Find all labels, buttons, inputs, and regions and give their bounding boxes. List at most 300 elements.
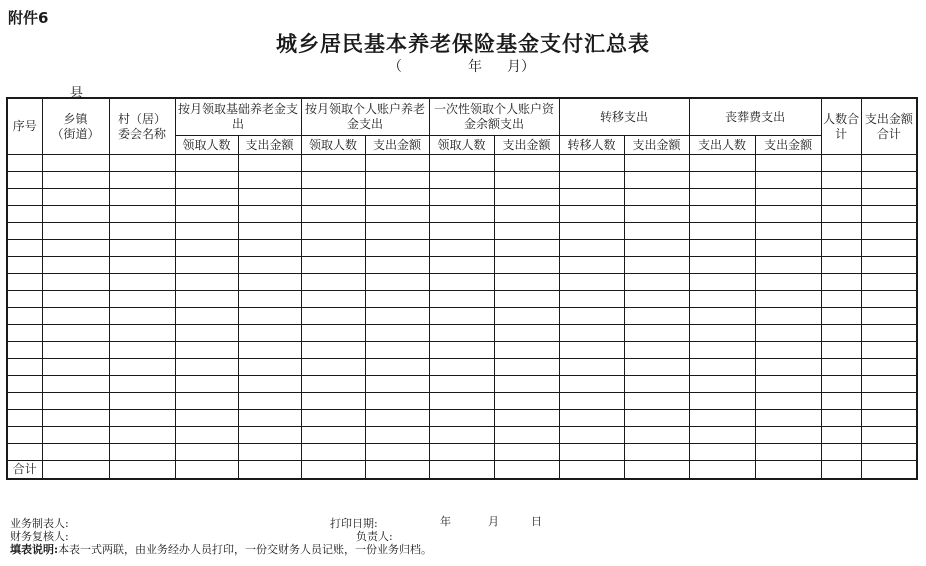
table-cell — [755, 240, 821, 257]
table-cell — [109, 444, 175, 461]
table-cell — [861, 257, 917, 274]
table-cell — [109, 189, 175, 206]
table-cell — [624, 155, 689, 172]
table-cell — [365, 444, 429, 461]
table-cell — [429, 410, 494, 427]
table-cell — [109, 359, 175, 376]
table-cell — [624, 410, 689, 427]
table-row — [7, 444, 917, 461]
table-cell — [429, 291, 494, 308]
table-cell — [624, 393, 689, 410]
table-cell — [238, 359, 301, 376]
table-cell — [365, 274, 429, 291]
table-cell — [689, 206, 755, 223]
table-cell — [365, 308, 429, 325]
table-cell — [238, 240, 301, 257]
table-cell — [7, 342, 42, 359]
table-row — [7, 206, 917, 223]
sub-header-count: 领取人数 — [429, 136, 494, 155]
table-cell — [559, 223, 624, 240]
table-cell — [42, 274, 109, 291]
table-cell — [624, 308, 689, 325]
period-year: 年 — [468, 59, 482, 75]
header-group-lump-sum: 一次性领取个人账户资金余额支出 — [429, 98, 559, 136]
sub-header-count: 支出人数 — [689, 136, 755, 155]
table-cell — [755, 376, 821, 393]
table-cell — [301, 223, 365, 240]
table-cell — [238, 274, 301, 291]
table-cell — [42, 223, 109, 240]
table-cell — [689, 240, 755, 257]
total-row — [7, 461, 917, 480]
table-cell — [7, 376, 42, 393]
table-cell — [175, 359, 238, 376]
table-cell — [175, 189, 238, 206]
table-cell — [689, 376, 755, 393]
table-cell — [109, 155, 175, 172]
table-cell — [821, 206, 861, 223]
table-cell — [175, 240, 238, 257]
table-cell — [429, 342, 494, 359]
table-cell — [755, 223, 821, 240]
total-label: 合计 — [7, 461, 42, 480]
table-cell — [755, 172, 821, 189]
table-cell — [755, 274, 821, 291]
table-cell — [755, 461, 821, 480]
table-cell — [861, 223, 917, 240]
table-cell — [821, 172, 861, 189]
table-cell — [7, 308, 42, 325]
table-cell — [429, 223, 494, 240]
table-row — [7, 410, 917, 427]
table-cell — [42, 461, 109, 480]
table-cell — [365, 206, 429, 223]
table-cell — [494, 325, 559, 342]
table-cell — [175, 172, 238, 189]
table-cell — [175, 393, 238, 410]
table-cell — [7, 427, 42, 444]
table-cell — [42, 359, 109, 376]
table-cell — [301, 274, 365, 291]
table-cell — [494, 308, 559, 325]
table-cell — [494, 172, 559, 189]
table-cell — [559, 172, 624, 189]
table-cell — [689, 155, 755, 172]
table-cell — [494, 342, 559, 359]
print-date-year: 年 — [440, 515, 451, 528]
table-cell — [821, 189, 861, 206]
table-row — [7, 155, 917, 172]
table-cell — [238, 172, 301, 189]
table-cell — [821, 291, 861, 308]
table-cell — [429, 155, 494, 172]
table-row — [7, 325, 917, 342]
sub-header-count: 领取人数 — [301, 136, 365, 155]
table-cell — [494, 223, 559, 240]
table-row — [7, 240, 917, 257]
table-cell — [559, 291, 624, 308]
table-cell — [559, 359, 624, 376]
table-cell — [238, 206, 301, 223]
print-date-label: 打印日期: — [330, 517, 378, 530]
table-cell — [301, 342, 365, 359]
table-cell — [365, 223, 429, 240]
period-open-paren: （ — [388, 59, 402, 75]
table-cell — [861, 325, 917, 342]
header-people-total: 人数合计 — [821, 98, 861, 155]
table-cell — [7, 325, 42, 342]
table-cell — [301, 257, 365, 274]
table-row — [7, 189, 917, 206]
header-amount-total: 支出金额合计 — [861, 98, 917, 155]
table-cell — [42, 189, 109, 206]
table-cell — [301, 308, 365, 325]
table-cell — [7, 274, 42, 291]
table-cell — [365, 359, 429, 376]
table-cell — [365, 393, 429, 410]
table-cell — [42, 291, 109, 308]
table-cell — [7, 291, 42, 308]
table-cell — [7, 240, 42, 257]
table-cell — [689, 444, 755, 461]
table-cell — [494, 257, 559, 274]
table-cell — [755, 359, 821, 376]
table-cell — [559, 461, 624, 480]
table-cell — [238, 189, 301, 206]
table-row — [7, 427, 917, 444]
table-cell — [42, 444, 109, 461]
table-cell — [42, 393, 109, 410]
table-cell — [821, 444, 861, 461]
table-cell — [821, 325, 861, 342]
table-cell — [238, 342, 301, 359]
table-cell — [821, 393, 861, 410]
table-cell — [821, 274, 861, 291]
table-cell — [689, 257, 755, 274]
table-cell — [7, 410, 42, 427]
table-cell — [365, 410, 429, 427]
table-cell — [301, 291, 365, 308]
table-cell — [42, 257, 109, 274]
table-cell — [238, 257, 301, 274]
table-cell — [175, 444, 238, 461]
table-cell — [429, 274, 494, 291]
table-cell — [175, 325, 238, 342]
table-cell — [429, 393, 494, 410]
table-cell — [365, 257, 429, 274]
table-cell — [755, 325, 821, 342]
table-cell — [301, 172, 365, 189]
table-row — [7, 172, 917, 189]
header-group-personal-account: 按月领取个人账户养老金支出 — [301, 98, 429, 136]
table-cell — [861, 376, 917, 393]
table-cell — [494, 461, 559, 480]
table-cell — [689, 189, 755, 206]
table-cell — [175, 342, 238, 359]
table-cell — [109, 325, 175, 342]
table-cell — [821, 342, 861, 359]
table-cell — [42, 376, 109, 393]
table-cell — [755, 444, 821, 461]
table-cell — [109, 257, 175, 274]
table-cell — [301, 240, 365, 257]
table-cell — [861, 155, 917, 172]
header-village: 村（居） 委会名称 — [109, 98, 175, 155]
table-cell — [624, 172, 689, 189]
table-cell — [494, 359, 559, 376]
table-cell — [861, 427, 917, 444]
table-cell — [365, 342, 429, 359]
table-cell — [861, 342, 917, 359]
filling-note: 填表说明:本表一式两联，由业务经办人员打印，一份交财务人员记账，一份业务归档。 — [10, 543, 433, 556]
table-cell — [365, 427, 429, 444]
table-cell — [365, 189, 429, 206]
table-cell — [861, 206, 917, 223]
table-cell — [109, 427, 175, 444]
table-cell — [7, 444, 42, 461]
table-cell — [42, 342, 109, 359]
table-cell — [365, 240, 429, 257]
table-cell — [301, 189, 365, 206]
table-cell — [755, 155, 821, 172]
responsible-label: 负责人: — [356, 530, 393, 543]
table-cell — [559, 376, 624, 393]
table-cell — [559, 393, 624, 410]
table-cell — [175, 291, 238, 308]
table-cell — [624, 325, 689, 342]
table-cell — [494, 393, 559, 410]
table-cell — [861, 444, 917, 461]
table-cell — [494, 376, 559, 393]
table-cell — [559, 427, 624, 444]
table-cell — [301, 155, 365, 172]
table-cell — [429, 172, 494, 189]
table-cell — [861, 291, 917, 308]
table-cell — [109, 291, 175, 308]
table-cell — [689, 223, 755, 240]
period-month: 月） — [507, 59, 535, 75]
table-cell — [7, 189, 42, 206]
table-cell — [624, 376, 689, 393]
table-cell — [624, 291, 689, 308]
table-cell — [861, 172, 917, 189]
table-cell — [494, 444, 559, 461]
table-cell — [429, 325, 494, 342]
table-cell — [755, 257, 821, 274]
table-cell — [42, 308, 109, 325]
table-cell — [238, 410, 301, 427]
table-row — [7, 274, 917, 291]
sub-header-amount: 支出金额 — [365, 136, 429, 155]
payment-summary-table — [6, 97, 918, 480]
table-cell — [365, 325, 429, 342]
table-cell — [175, 410, 238, 427]
table-cell — [365, 172, 429, 189]
table-cell — [429, 206, 494, 223]
table-cell — [821, 240, 861, 257]
table-cell — [175, 223, 238, 240]
table-cell — [429, 461, 494, 480]
table-cell — [624, 427, 689, 444]
table-cell — [109, 172, 175, 189]
preparer-label: 业务制表人: — [10, 517, 69, 530]
table-cell — [429, 308, 494, 325]
table-cell — [429, 376, 494, 393]
header-group-transfer: 转移支出 — [559, 98, 689, 136]
table-cell — [689, 291, 755, 308]
table-cell — [365, 155, 429, 172]
table-cell — [238, 444, 301, 461]
table-cell — [175, 257, 238, 274]
table-cell — [861, 359, 917, 376]
table-cell — [559, 308, 624, 325]
table-cell — [429, 257, 494, 274]
table-cell — [559, 155, 624, 172]
table-cell — [559, 257, 624, 274]
table-cell — [624, 189, 689, 206]
table-cell — [821, 308, 861, 325]
table-cell — [689, 410, 755, 427]
table-cell — [689, 359, 755, 376]
table-cell — [429, 240, 494, 257]
table-cell — [494, 206, 559, 223]
table-cell — [689, 342, 755, 359]
attachment-label: 附件6 — [8, 9, 49, 27]
table-cell — [821, 257, 861, 274]
table-cell — [301, 359, 365, 376]
table-cell — [365, 461, 429, 480]
table-cell — [365, 291, 429, 308]
header-town: 乡镇 （街道） — [42, 98, 109, 155]
table-cell — [861, 189, 917, 206]
table-cell — [624, 257, 689, 274]
table-cell — [821, 359, 861, 376]
table-cell — [238, 325, 301, 342]
table-cell — [109, 308, 175, 325]
table-cell — [624, 240, 689, 257]
table-cell — [42, 325, 109, 342]
table-cell — [301, 444, 365, 461]
table-cell — [7, 172, 42, 189]
table-cell — [7, 223, 42, 240]
table-cell — [689, 325, 755, 342]
table-cell — [175, 427, 238, 444]
table-cell — [301, 410, 365, 427]
table-cell — [238, 155, 301, 172]
table-row — [7, 342, 917, 359]
sub-header-amount: 支出金额 — [624, 136, 689, 155]
table-row — [7, 359, 917, 376]
table-cell — [861, 393, 917, 410]
table-cell — [559, 410, 624, 427]
table-cell — [42, 172, 109, 189]
header-group-basic-pension: 按月领取基础养老金支出 — [175, 98, 301, 136]
table-cell — [494, 240, 559, 257]
table-cell — [494, 189, 559, 206]
table-cell — [301, 461, 365, 480]
table-cell — [109, 223, 175, 240]
header-serial: 序号 — [7, 98, 42, 155]
table-cell — [175, 206, 238, 223]
table-cell — [689, 427, 755, 444]
table-cell — [109, 393, 175, 410]
table-cell — [238, 427, 301, 444]
table-cell — [821, 376, 861, 393]
table-cell — [559, 274, 624, 291]
table-cell — [689, 308, 755, 325]
table-cell — [494, 427, 559, 444]
table-cell — [861, 274, 917, 291]
sub-header-amount: 支出金额 — [494, 136, 559, 155]
header-group-funeral: 丧葬费支出 — [689, 98, 821, 136]
table-row — [7, 376, 917, 393]
table-cell — [821, 155, 861, 172]
table-cell — [755, 393, 821, 410]
table-cell — [175, 274, 238, 291]
table-cell — [559, 444, 624, 461]
table-cell — [429, 427, 494, 444]
table-cell — [7, 155, 42, 172]
table-cell — [559, 240, 624, 257]
table-cell — [689, 393, 755, 410]
table-cell — [755, 206, 821, 223]
table-row — [7, 223, 917, 240]
table-cell — [429, 189, 494, 206]
table-cell — [175, 308, 238, 325]
table-cell — [429, 444, 494, 461]
table-cell — [494, 274, 559, 291]
table-cell — [821, 461, 861, 480]
table-cell — [559, 325, 624, 342]
table-cell — [689, 461, 755, 480]
table-cell — [301, 393, 365, 410]
table-cell — [301, 427, 365, 444]
table-cell — [175, 155, 238, 172]
table-cell — [42, 410, 109, 427]
table-cell — [559, 206, 624, 223]
table-cell — [175, 376, 238, 393]
table-cell — [821, 427, 861, 444]
table-cell — [238, 393, 301, 410]
table-cell — [624, 461, 689, 480]
table-cell — [861, 308, 917, 325]
table-cell — [429, 359, 494, 376]
county-label: 县 — [70, 86, 84, 101]
reviewer-label: 财务复核人: — [10, 530, 69, 543]
table-cell — [42, 206, 109, 223]
print-date-month: 月 — [488, 515, 499, 528]
table-cell — [238, 223, 301, 240]
table-cell — [7, 257, 42, 274]
header-row-1 — [7, 98, 917, 136]
table-cell — [109, 461, 175, 480]
table-cell — [175, 461, 238, 480]
sub-header-amount: 支出金额 — [238, 136, 301, 155]
table-cell — [624, 223, 689, 240]
table-cell — [109, 240, 175, 257]
table-cell — [689, 274, 755, 291]
table-cell — [821, 410, 861, 427]
table-cell — [559, 342, 624, 359]
table-cell — [821, 223, 861, 240]
table-row — [7, 393, 917, 410]
table-cell — [42, 155, 109, 172]
sub-header-amount: 支出金额 — [755, 136, 821, 155]
table-cell — [494, 410, 559, 427]
table-cell — [861, 240, 917, 257]
table-row — [7, 257, 917, 274]
table-cell — [755, 410, 821, 427]
